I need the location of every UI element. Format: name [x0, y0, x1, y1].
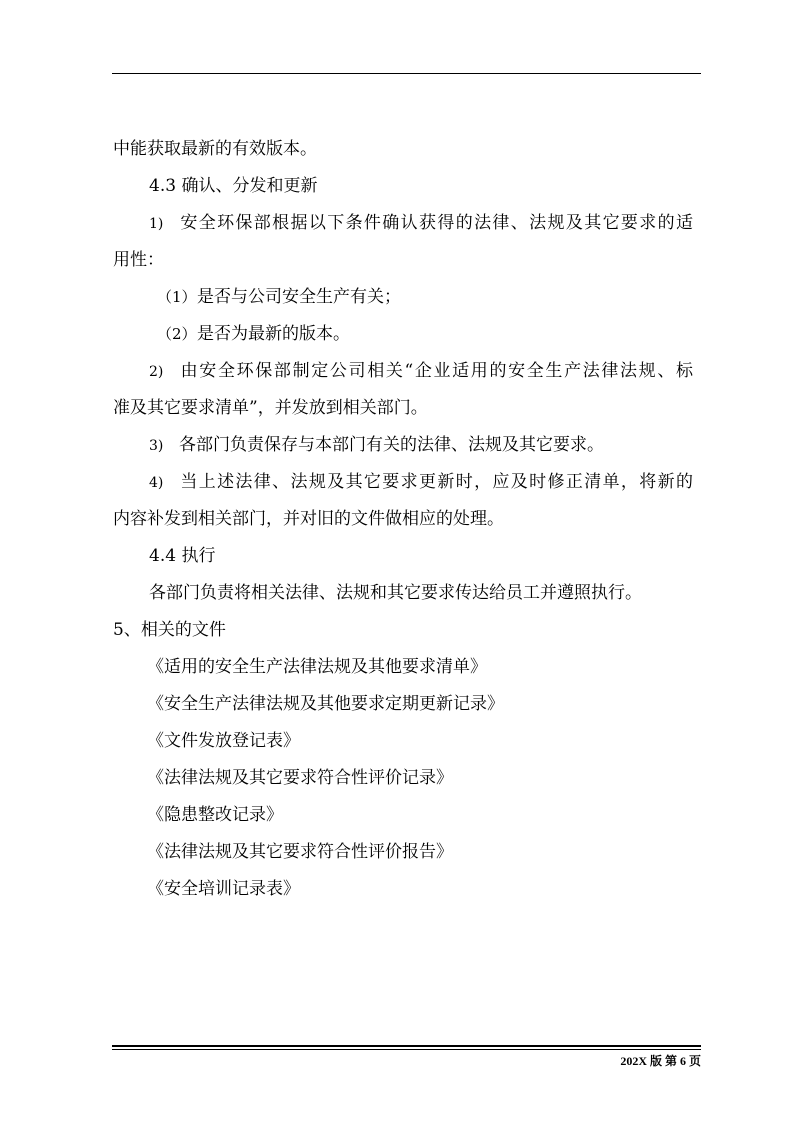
section-4-3-heading: 4.3 确认、分发和更新	[149, 176, 318, 196]
related-documents-list	[113, 649, 693, 908]
list-item-4-number: 4)	[149, 475, 164, 491]
list-item-2-line-1	[113, 353, 693, 390]
list-item-2-number: 2)	[149, 364, 164, 380]
related-document-item: 《法律法规及其它要求符合性评价记录》	[147, 768, 453, 788]
list-item-4-line-2: 内容补发到相关部门，并对旧的文件做相应的处理。	[113, 509, 504, 529]
sub-item-1-text: 是否与公司安全生产有关；	[197, 287, 401, 307]
related-document-item: 《法律法规及其它要求符合性评价报告》	[147, 842, 453, 862]
list-item-4-text: 当上述法律、法规及其它要求更新时，应及时修正清单，将新的	[179, 472, 693, 492]
related-document-item: 《隐患整改记录》	[147, 805, 283, 825]
list-item-1-line-2: 用性：	[113, 250, 164, 270]
related-document-item: 《安全培训记录表》	[147, 879, 300, 899]
list-item-3	[113, 427, 693, 464]
related-document-item: 《文件发放登记表》	[147, 731, 300, 751]
sub-item-2-text: 是否为最新的版本。	[197, 324, 350, 344]
list-item-4-line-1	[113, 464, 693, 501]
footer-rule-thick	[112, 1045, 701, 1047]
related-document-item: 《安全生产法律法规及其他要求定期更新记录》	[147, 694, 504, 714]
list-item-1-line-1	[113, 205, 693, 242]
sub-item-2-number: （2）	[157, 325, 197, 343]
list-item-1-text: 安全环保部根据以下条件确认获得的法律、法规及其它要求的适	[179, 213, 693, 233]
list-item-3-number: 3)	[149, 438, 164, 454]
header-rule	[112, 73, 701, 74]
paragraph-continuation: 中能获取最新的有效版本。	[113, 139, 317, 159]
list-item-2-line-2: 准及其它要求清单”，并发放到相关部门。	[113, 398, 428, 418]
section-5-heading: 5、相关的文件	[113, 620, 226, 640]
list-item-1-number: 1)	[149, 216, 164, 232]
section-4-4-heading: 4.4 执行	[149, 546, 216, 566]
sub-item-1	[113, 279, 693, 316]
list-item-2-text: 由安全环保部制定公司相关“企业适用的安全生产法律法规、标	[179, 361, 693, 381]
section-4-4-text: 各部门负责将相关法律、法规和其它要求传达给员工并遵照执行。	[149, 583, 642, 603]
sub-item-2	[113, 316, 693, 353]
sub-item-1-number: （1）	[157, 288, 197, 306]
document-body	[113, 131, 693, 908]
related-document-item: 《适用的安全生产法律法规及其他要求清单》	[147, 657, 487, 677]
footer-rule-thin	[112, 1049, 701, 1050]
list-item-3-text: 各部门负责保存与本部门有关的法律、法规及其它要求。	[179, 435, 604, 455]
page-number-footer: 202X 版 第 6 页	[620, 1054, 701, 1068]
